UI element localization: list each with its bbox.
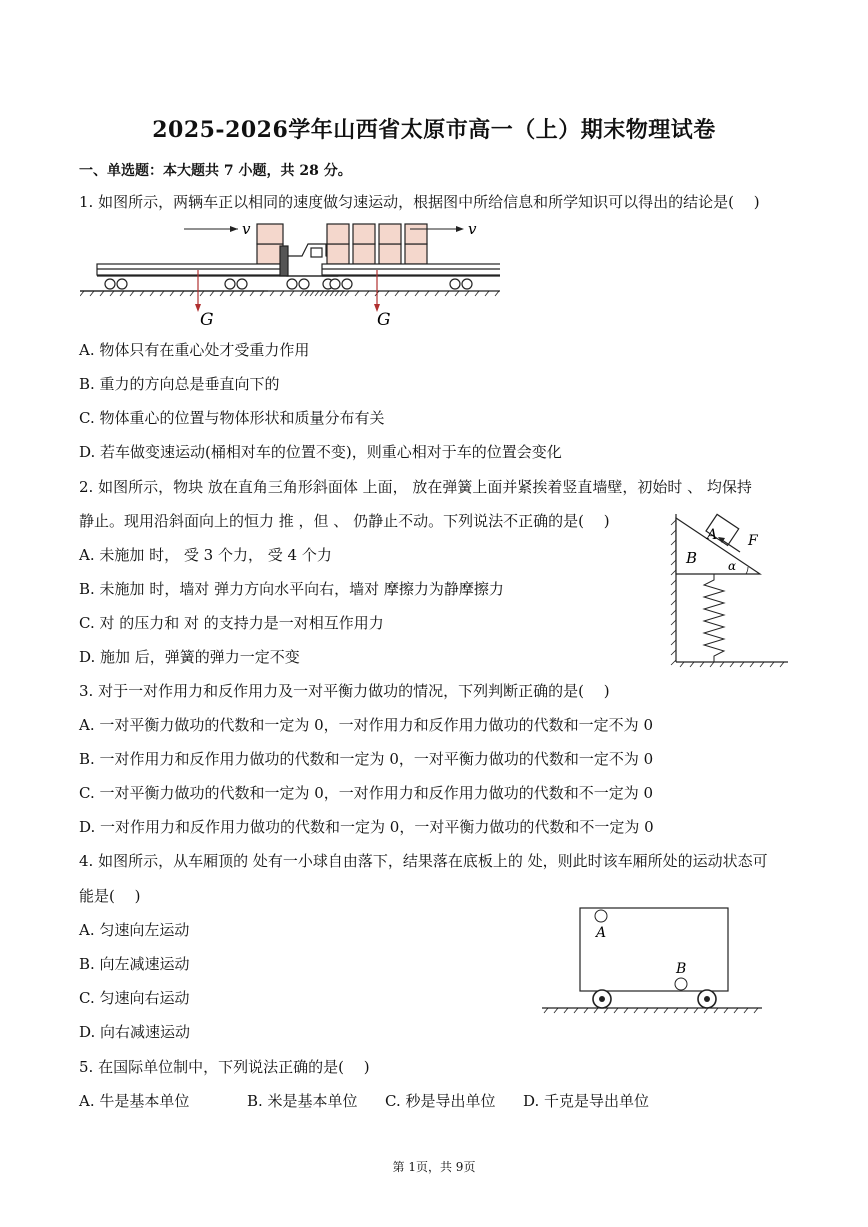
q2-option-d: D. 施加 后，弹簧的弹力一定不变 xyxy=(79,648,300,666)
page-title: 2025-2026学年山西省太原市高一（上）期末物理试卷 xyxy=(152,117,716,143)
point-a-label: A xyxy=(596,925,607,941)
q3-option-a: A. 一对平衡力做功的代数和一定为 0，一对作用力和反作用力做功的代数和一定不为 0 xyxy=(79,716,653,734)
ball-b xyxy=(675,978,687,990)
q5-option-b: B. 米是基本单位 xyxy=(247,1092,358,1110)
q2-option-a: A. 未施加 时， 受 3 个力， 受 4 个力 xyxy=(79,546,332,564)
velocity-label-two: v xyxy=(468,220,477,238)
q4-option-c: C. 匀速向右运动 xyxy=(79,989,190,1007)
q1-stem: 1. 如图所示，两辆车正以相同的速度做匀速运动，根据图中所给信息和所学知识可以得出的结论是( ) xyxy=(79,193,760,211)
section-heading: 一、单选题：本大题共 7 小题，共 28 分。 xyxy=(79,163,352,179)
q1-trucks-figure xyxy=(80,218,500,330)
q1-option-c: C. 物体重心的位置与物体形状和质量分布有关 xyxy=(79,409,385,427)
q2-stem-line1: 2. 如图所示，物块 放在直角三角形斜面体 上面， 放在弹簧上面并紧挨着竖直墙壁，初始时 、 均保持 xyxy=(79,478,752,496)
q3-stem: 3. 对于一对作用力和反作用力及一对平衡力做功的情况，下列判断正确的是( ) xyxy=(79,682,610,700)
ground-hatch-one xyxy=(80,291,264,296)
ball-a xyxy=(595,910,607,922)
q1-option-b: B. 重力的方向总是垂直向下的 xyxy=(79,375,280,393)
q4-stem-line2: 能是( ) xyxy=(79,887,141,905)
q5-stem: 5. 在国际单位制中，下列说法正确的是( ) xyxy=(79,1058,370,1076)
angle-alpha-label: α xyxy=(728,559,737,573)
q4-option-a: A. 匀速向左运动 xyxy=(79,921,190,939)
q1-option-d: D. 若车做变速运动(桶相对车的位置不变)，则重心相对于车的位置会变化 xyxy=(79,443,562,461)
gravity-label-one: G xyxy=(200,310,214,330)
velocity-label-one: v xyxy=(242,220,251,238)
q4-carriage-figure xyxy=(540,905,764,1017)
q4-stem-line1: 4. 如图所示，从车厢顶的 处有一小球自由落下，结果落在底板上的 处，则此时该车厢所处的运动状态可 xyxy=(79,852,768,870)
truck-one xyxy=(97,224,338,289)
gravity-label-two: G xyxy=(377,310,391,330)
q2-stem-line2: 静止。现用沿斜面向上的恒力 推 ，但 、 仍静止不动。下列说法不正确的是( ) xyxy=(79,512,610,530)
force-f-label: F xyxy=(748,533,758,549)
q4-option-d: D. 向右减速运动 xyxy=(79,1023,191,1041)
point-b-label: B xyxy=(676,961,687,977)
q5-option-d: D. 千克是导出单位 xyxy=(523,1092,650,1110)
page-footer: 第 1页，共 9页 xyxy=(392,1160,476,1174)
q2-option-b: B. 未施加 时，墙对 弹力方向水平向右，墙对 摩擦力为静摩擦力 xyxy=(79,580,504,598)
q2-option-c: C. 对 的压力和 对 的支持力是一对相互作用力 xyxy=(79,614,384,632)
q2-incline-spring-figure xyxy=(668,510,790,672)
q3-option-b: B. 一对作用力和反作用力做功的代数和一定为 0，一对平衡力做功的代数和一定不为 0 xyxy=(79,750,654,768)
spring xyxy=(704,574,724,662)
q5-option-c: C. 秒是导出单位 xyxy=(385,1092,496,1110)
q5-option-a: A. 牛是基本单位 xyxy=(79,1092,190,1110)
q3-option-c: C. 一对平衡力做功的代数和一定为 0，一对作用力和反作用力做功的代数和不一定为 0 xyxy=(79,784,654,802)
block-a-label: A xyxy=(707,527,718,543)
q1-option-a: A. 物体只有在重心处才受重力作用 xyxy=(79,341,310,359)
q3-option-d: D. 一对作用力和反作用力做功的代数和一定为 0，一对平衡力做功的代数和不一定为 0 xyxy=(79,818,654,836)
q4-option-b: B. 向左减速运动 xyxy=(79,955,190,973)
wedge-b-label: B xyxy=(686,549,698,567)
